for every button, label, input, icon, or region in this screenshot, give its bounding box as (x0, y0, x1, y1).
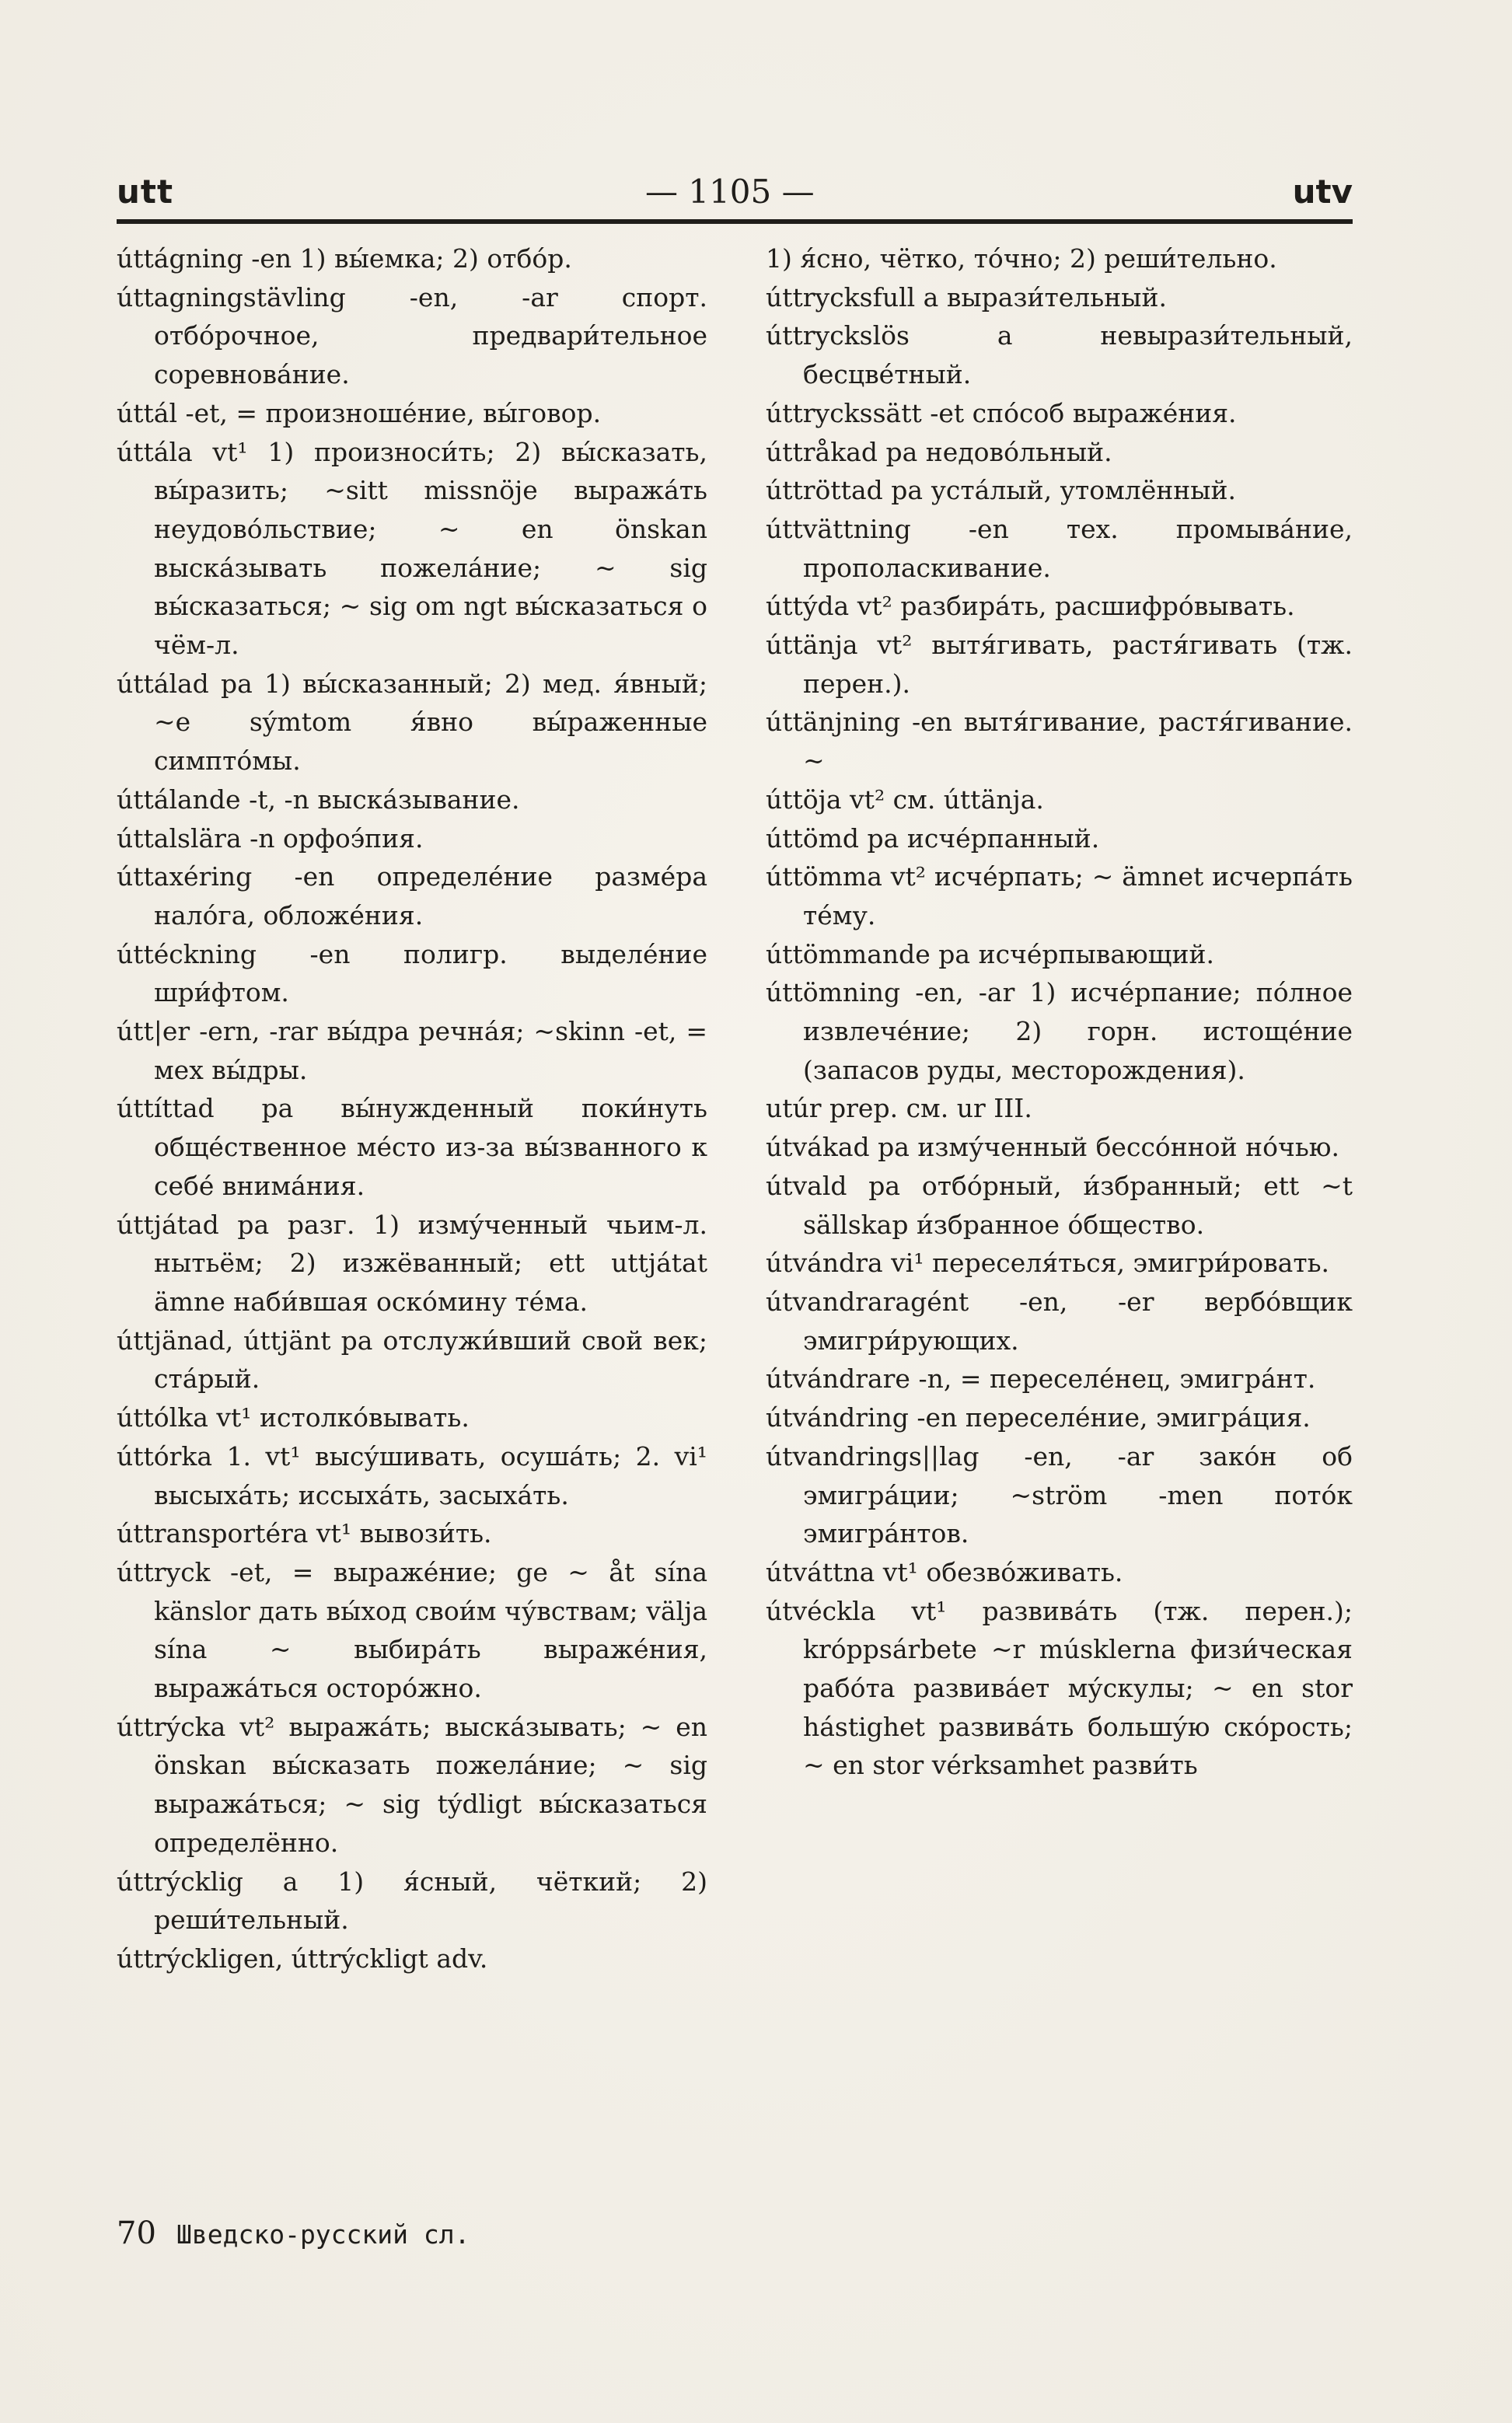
entry: úttömd pa исче́рпанный. (766, 822, 1100, 854)
entry: úttágning -en 1) вы́емка; 2) отбо́р. (117, 243, 572, 274)
header-left-guideword: utt (117, 173, 174, 211)
entry: útvákad pa изму́ченный бессо́нной но́чью. (766, 1132, 1340, 1163)
entry: útvándring -en переселе́ние, эмигра́ция. (766, 1402, 1311, 1433)
entry: úttála vt¹ 1) произноси́ть; 2) вы́сказать, вы́разить; ~sitt missnöje выража́ть неудово́льствие; ~ en önskan выска́зывать пожела́ние; ~ sig вы́сказаться; ~ sig om ngt вы́сказаться о чём-л. (117, 436, 707, 661)
entry: úttórka 1. vt¹ высу́шивать, осуша́ть; 2. vi¹ высыха́ть; иссыха́ть, засыха́ть. (117, 1440, 707, 1510)
entry: úttömma vt² исче́рпать; ~ ämnet исчерпа́ть те́му. (766, 861, 1353, 930)
entry: úttrýcklig a 1) я́сный, чёткий; 2) реши́тельный. (117, 1866, 707, 1936)
page-header (117, 173, 1353, 219)
entry: úttjátad pa разг. 1) изму́ченный чьим-л. нытьём; 2) изжёванный; ett uttjátat ämne наби́вшая оско́мину те́ма. (117, 1209, 707, 1317)
signature-number: 70 (117, 2215, 156, 2251)
entry: úttryck -et, = выраже́ние; ge ~ åt sína känslor дать вы́ход свои́м чу́вствам; välja sína ~ выбира́ть выраже́ния, выража́ться осторо́жно. (117, 1556, 707, 1704)
entry: úttaxéring -en определе́ние разме́ра нало́га, обложе́ния. (117, 861, 707, 930)
entry: úttrycksfull a вырази́тельный. (766, 281, 1167, 312)
entry: úttalslära -n орфоэ́пия. (117, 822, 424, 854)
entry: úttömmande pa исче́рпывающий. (766, 938, 1214, 969)
entry: útvéckla vt¹ развива́ть (тж. перен.); króppsárbete ~r músklerna физи́ческая рабо́та развива́ет му́скулы; ~ en stor hástighet развива́ть большу́ю ско́рость; ~ en stor vérksamhet разви́ть (766, 1595, 1353, 1781)
entry: útvándra vi¹ переселя́ться, эмигри́ровать. (766, 1248, 1330, 1279)
entry: úttrýcka vt² выража́ть; выска́зывать; ~ en önskan вы́сказать пожела́ние; ~ sig выража́ться; ~ sig týdligt вы́сказаться определённо. (117, 1711, 707, 1858)
entry: úttéckning -en полигр. выделе́ние шри́фтом. (117, 938, 707, 1008)
entry: úttál -et, = произноше́ние, вы́говор. (117, 397, 602, 428)
entry: úttryckslös a невырази́тельный, бесцве́тный. (766, 320, 1353, 390)
entry: úttömning -en, -ar 1) исче́рпание; по́лное извлече́ние; 2) горн. истоще́ние (запасов руды, месторождения). (766, 977, 1353, 1085)
entry: úttänja vt² вытя́гивать, растя́гивать (тж. перен.). (766, 630, 1353, 699)
signature-title: Шведско-русский сл. (176, 2219, 470, 2250)
page-footer (117, 2215, 470, 2251)
entry: útvald pa отбо́рный, и́збранный; ett ~t sällskap и́збранное о́бщество. (766, 1170, 1353, 1240)
entry: útt|er -ern, -rar вы́дра речна́я; ~skinn -et, = мех вы́дры. (117, 1016, 707, 1085)
entry: úttänjning -en вытя́гивание, растя́гивание. ~ (766, 707, 1353, 777)
entry: úttröttad pa уста́лый, утомлённый. (766, 475, 1236, 506)
entry: 1) я́сно, чётко, то́чно; 2) реши́тельно. (766, 243, 1277, 274)
entry: úttýda vt² разбира́ть, расшифро́вывать. (766, 591, 1295, 622)
entry: útvandraragént -en, -er вербо́вщик эмигри́рующих. (766, 1286, 1353, 1356)
left-column (117, 239, 707, 1978)
entry: útvándrare -n, = переселе́нец, эмигра́нт. (766, 1363, 1316, 1395)
entry: útváttna vt¹ обезво́живать. (766, 1556, 1123, 1587)
entry: úttíttad pa вы́нужденный поки́нуть обще́ственное ме́сто из-за вы́званного к себе́ внима́ния. (117, 1093, 707, 1201)
entry: úttjänad, úttjänt pa отслужи́вший свой век; ста́рый. (117, 1325, 707, 1395)
entry: úttagningstävling -en, -ar спорт. отбо́рочное, предвари́тельное соревнова́ние. (117, 281, 707, 390)
entry: úttvättning -en тех. промыва́ние, прополаскивание. (766, 513, 1353, 583)
entry: úttöja vt² см. úttänja. (766, 784, 1044, 815)
entry: útvandrings||lag -en, -ar зако́н об эмигра́ции; ~ström -men пото́к эмигра́нтов. (766, 1440, 1353, 1549)
header-right-guideword: utv (1292, 173, 1353, 211)
entry: utúr prep. см. ur III. (766, 1093, 1032, 1124)
entry: úttrýckligen, úttrýckligt adv. (117, 1943, 488, 1974)
entry: úttråkad pa недово́льный. (766, 436, 1112, 467)
header-rule (117, 219, 1353, 224)
page-number: — 1105 — (645, 173, 815, 211)
entry: úttálad pa 1) вы́сказанный; 2) мед. я́вный; ~e sýmtom я́вно вы́раженные симпто́мы. (117, 668, 707, 777)
entry: úttálande -t, -n выска́зывание. (117, 784, 520, 815)
entry: úttólka vt¹ истолко́вывать. (117, 1402, 470, 1433)
entry: úttryckssätt -et спо́соб выраже́ния. (766, 397, 1237, 428)
right-column (766, 239, 1353, 1785)
entry: úttransportéra vt¹ вывози́ть. (117, 1518, 492, 1549)
